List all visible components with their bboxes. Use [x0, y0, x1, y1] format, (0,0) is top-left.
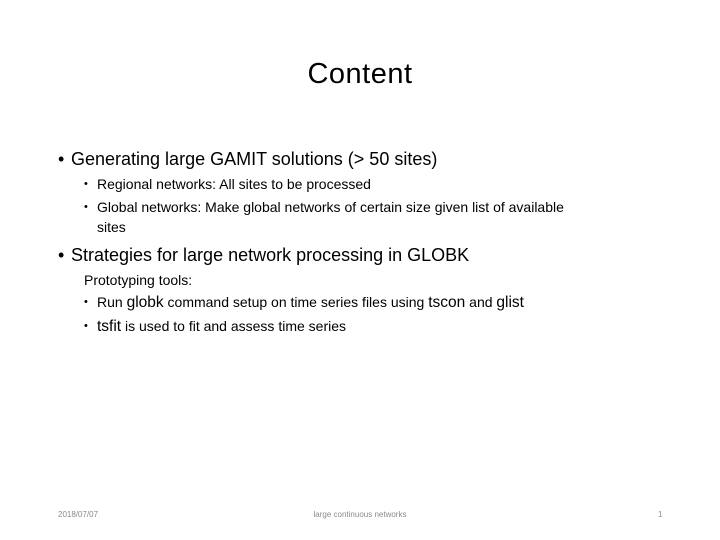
- sub-heading: Prototyping tools:: [84, 272, 193, 288]
- bullet-icon: •: [84, 201, 88, 213]
- footer-date: 2018/07/07: [58, 510, 99, 519]
- bullet-text: [97, 316, 346, 337]
- bullet-level1: [58, 148, 437, 170]
- bullet-text: Regional networks: All sites to be processed: [97, 176, 371, 192]
- bullet-icon: •: [58, 245, 65, 265]
- bullet-level2: [84, 316, 346, 337]
- bullet-text: Global networks: Make global networks of certain size given list of available: [97, 199, 564, 215]
- bullet-text: Strategies for large network processing in GLOBK: [71, 245, 470, 265]
- bullet-level2: [84, 292, 524, 313]
- command-name: tsfit: [97, 318, 122, 335]
- bullet-icon: •: [84, 296, 88, 308]
- bullet-text: Generating large GAMIT solutions (> 50 sites): [71, 149, 438, 169]
- command-name: tscon: [428, 294, 466, 311]
- text-run: command setup on time series files using: [163, 294, 429, 310]
- footer-center-text: large continuous networks: [313, 510, 407, 519]
- bullet-text: [97, 292, 524, 313]
- command-name: glist: [496, 294, 524, 311]
- slide-title: Content: [307, 58, 413, 90]
- bullet-level2: [84, 174, 371, 194]
- text-run: and: [465, 294, 497, 310]
- bullet-icon: •: [58, 149, 65, 169]
- command-name: globk: [126, 294, 164, 311]
- footer-page-number: 1: [658, 510, 663, 519]
- text-run: is used to fit and assess time series: [121, 318, 346, 334]
- bullet-text-continuation: sites: [97, 219, 126, 235]
- bullet-icon: •: [84, 178, 88, 190]
- text-run: Run: [97, 294, 127, 310]
- bullet-icon: •: [84, 320, 88, 332]
- bullet-level1: [58, 244, 469, 266]
- bullet-level2: [84, 197, 564, 217]
